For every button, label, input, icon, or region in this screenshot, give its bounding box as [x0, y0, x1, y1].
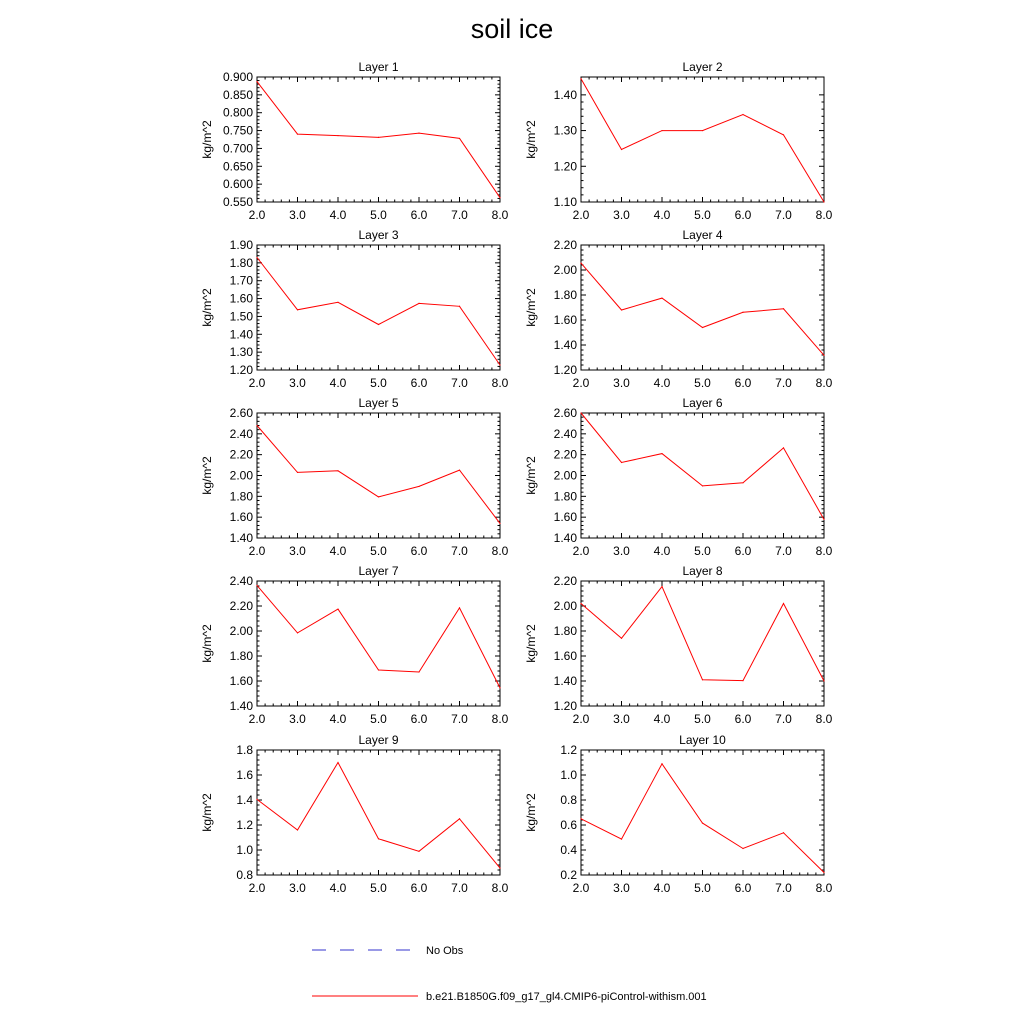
data-point [742, 312, 743, 313]
x-tick-label: 4.0 [329, 712, 347, 726]
x-tick-label: 8.0 [491, 376, 509, 390]
panel-title: Layer 4 [682, 228, 723, 242]
data-point [256, 81, 257, 82]
y-tick-label: 0.750 [222, 123, 253, 138]
x-tick-label: 8.0 [491, 208, 509, 222]
data-point [337, 302, 338, 303]
series-line [257, 82, 500, 198]
x-tick-label: 3.0 [613, 712, 630, 726]
layer-panel-5 [200, 396, 509, 558]
y-tick-label: 0.900 [222, 70, 253, 84]
data-point [297, 472, 298, 473]
y-tick-label: 2.00 [229, 468, 253, 483]
data-point [418, 486, 419, 487]
data-point [823, 201, 824, 202]
y-tick-label: 1.10 [553, 195, 577, 209]
y-tick-label: 0.4 [560, 843, 577, 857]
data-point [823, 680, 824, 681]
plot-frame [257, 750, 500, 875]
series-line [581, 413, 824, 520]
x-tick-label: 3.0 [289, 881, 306, 895]
x-tick-label: 8.0 [815, 208, 833, 222]
data-point [580, 263, 581, 264]
x-tick-label: 7.0 [775, 208, 792, 222]
data-point [783, 832, 784, 833]
data-point [783, 447, 784, 448]
y-tick-label: 1.60 [553, 313, 577, 327]
x-tick-label: 2.0 [248, 712, 266, 726]
data-point [621, 638, 622, 639]
data-point [256, 425, 257, 426]
y-tick-label: 2.20 [553, 238, 577, 252]
y-tick-label: 1.30 [229, 345, 253, 360]
x-tick-label: 6.0 [410, 881, 428, 895]
layer-panel-9 [200, 733, 509, 895]
y-axis-label: kg/m^2 [200, 288, 214, 327]
x-tick-label: 5.0 [370, 712, 387, 726]
y-tick-label: 1.40 [229, 531, 253, 545]
y-tick-label: 1.40 [553, 87, 577, 102]
data-point [702, 679, 703, 680]
x-tick-label: 7.0 [451, 712, 468, 726]
y-axis-label: kg/m^2 [200, 624, 214, 663]
x-tick-label: 2.0 [572, 881, 590, 895]
data-point [702, 485, 703, 486]
data-point [661, 453, 662, 454]
data-point [742, 848, 743, 849]
y-tick-label: 2.20 [553, 574, 577, 588]
data-point [621, 462, 622, 463]
y-tick-label: 2.20 [229, 447, 253, 462]
y-tick-label: 2.60 [229, 406, 253, 420]
panel-title: Layer 10 [679, 733, 726, 747]
data-point [702, 327, 703, 328]
data-point [661, 130, 662, 131]
x-tick-label: 6.0 [410, 712, 428, 726]
y-tick-label: 2.20 [553, 447, 577, 462]
y-axis-label: kg/m^2 [524, 288, 538, 327]
layer-panel-8 [524, 564, 833, 726]
y-tick-label: 1.80 [553, 288, 577, 302]
x-tick-label: 5.0 [370, 881, 387, 895]
x-tick-label: 2.0 [248, 208, 266, 222]
x-tick-label: 3.0 [289, 712, 306, 726]
layer-panel-3 [200, 228, 509, 390]
data-point [378, 838, 379, 839]
x-tick-label: 6.0 [734, 376, 752, 390]
x-tick-label: 4.0 [653, 881, 671, 895]
x-tick-label: 4.0 [329, 881, 347, 895]
data-point [661, 298, 662, 299]
y-tick-label: 1.60 [229, 510, 253, 525]
data-point [378, 324, 379, 325]
data-point [418, 303, 419, 304]
plot-frame [581, 413, 824, 538]
data-point [580, 78, 581, 79]
series-line [581, 79, 824, 202]
x-tick-label: 5.0 [694, 208, 711, 222]
data-point [621, 149, 622, 150]
data-point [459, 818, 460, 819]
x-tick-label: 2.0 [248, 544, 266, 558]
y-tick-label: 2.60 [553, 406, 577, 420]
layer-panel-10 [524, 733, 833, 895]
y-tick-label: 1.20 [553, 159, 577, 174]
data-point [459, 469, 460, 470]
series-line [257, 585, 500, 688]
y-tick-label: 2.40 [229, 426, 253, 441]
x-tick-label: 5.0 [694, 376, 711, 390]
x-tick-label: 8.0 [491, 712, 509, 726]
x-tick-label: 6.0 [410, 208, 428, 222]
x-tick-label: 2.0 [572, 376, 590, 390]
y-tick-label: 1.0 [236, 843, 253, 857]
x-tick-label: 8.0 [491, 544, 509, 558]
plot-frame [581, 77, 824, 202]
data-point [499, 523, 500, 524]
layer-panel-2 [524, 60, 833, 222]
x-tick-label: 4.0 [653, 712, 671, 726]
y-tick-label: 1.30 [553, 123, 577, 138]
x-tick-label: 2.0 [248, 376, 266, 390]
x-tick-label: 3.0 [613, 376, 630, 390]
plot-frame [581, 581, 824, 706]
x-tick-label: 2.0 [572, 712, 590, 726]
y-tick-label: 0.2 [560, 868, 577, 882]
y-tick-label: 1.80 [553, 624, 577, 638]
data-point [256, 799, 257, 800]
y-tick-label: 2.00 [553, 599, 577, 613]
series-line [257, 426, 500, 524]
x-tick-label: 4.0 [329, 544, 347, 558]
data-point [459, 306, 460, 307]
data-point [337, 135, 338, 136]
series-line [257, 258, 500, 366]
panels-group [200, 60, 833, 895]
x-tick-label: 8.0 [815, 376, 833, 390]
plot-frame [581, 245, 824, 370]
x-tick-label: 5.0 [370, 208, 387, 222]
y-tick-label: 1.60 [229, 291, 253, 306]
data-point [337, 762, 338, 763]
series-line [581, 263, 824, 355]
y-tick-label: 2.00 [553, 468, 577, 483]
x-tick-label: 7.0 [775, 544, 792, 558]
y-tick-label: 2.40 [229, 574, 253, 588]
data-point [783, 308, 784, 309]
y-tick-label: 0.6 [560, 818, 577, 832]
data-point [580, 603, 581, 604]
y-tick-label: 1.80 [229, 489, 253, 504]
x-tick-label: 7.0 [451, 881, 468, 895]
x-tick-label: 7.0 [775, 376, 792, 390]
y-tick-label: 1.80 [553, 489, 577, 504]
y-tick-label: 1.20 [553, 699, 577, 713]
plot-frame [257, 77, 500, 202]
data-point [702, 823, 703, 824]
x-tick-label: 4.0 [653, 376, 671, 390]
data-point [256, 585, 257, 586]
y-tick-label: 1.60 [553, 510, 577, 525]
series-line [581, 587, 824, 681]
plot-frame [257, 581, 500, 706]
y-tick-label: 2.00 [229, 624, 253, 638]
x-tick-label: 8.0 [491, 881, 509, 895]
legend [312, 945, 707, 1003]
x-tick-label: 2.0 [248, 881, 266, 895]
y-tick-label: 1.50 [229, 309, 253, 324]
y-tick-label: 1.4 [236, 793, 253, 807]
x-tick-label: 7.0 [451, 208, 468, 222]
data-point [621, 309, 622, 310]
data-point [823, 872, 824, 873]
data-point [499, 197, 500, 198]
x-tick-label: 6.0 [410, 376, 428, 390]
y-tick-label: 1.80 [229, 649, 253, 663]
data-point [742, 114, 743, 115]
y-axis-label: kg/m^2 [524, 793, 538, 832]
y-tick-label: 1.6 [236, 768, 253, 782]
y-tick-label: 1.20 [553, 363, 577, 377]
panel-title: Layer 9 [358, 733, 399, 747]
data-point [621, 839, 622, 840]
x-tick-label: 8.0 [815, 881, 833, 895]
y-axis-label: kg/m^2 [524, 624, 538, 663]
layer-panel-6 [524, 396, 833, 558]
data-point [499, 364, 500, 365]
data-point [459, 607, 460, 608]
y-axis-label: kg/m^2 [524, 456, 538, 495]
data-point [783, 603, 784, 604]
data-point [661, 763, 662, 764]
panel-title: Layer 8 [682, 564, 723, 578]
y-tick-label: 0.8 [236, 868, 253, 882]
legend-model-label: b.e21.B1850G.f09_g17_gl4.CMIP6-piControl-withism.001 [426, 991, 707, 1003]
x-tick-label: 7.0 [451, 376, 468, 390]
x-tick-label: 4.0 [653, 544, 671, 558]
data-point [378, 669, 379, 670]
y-tick-label: 0.8 [560, 793, 577, 807]
data-point [337, 609, 338, 610]
data-point [459, 138, 460, 139]
y-tick-label: 1.40 [229, 327, 253, 342]
x-tick-label: 2.0 [572, 208, 590, 222]
data-point [742, 482, 743, 483]
x-tick-label: 4.0 [329, 208, 347, 222]
y-axis-label: kg/m^2 [200, 456, 214, 495]
x-tick-label: 7.0 [775, 881, 792, 895]
x-tick-label: 5.0 [694, 881, 711, 895]
layer-panel-4 [524, 228, 833, 390]
data-point [580, 818, 581, 819]
data-point [783, 134, 784, 135]
data-point [418, 132, 419, 133]
x-tick-label: 4.0 [329, 376, 347, 390]
y-tick-label: 0.800 [222, 105, 253, 120]
x-tick-label: 8.0 [815, 544, 833, 558]
panel-title: Layer 2 [682, 60, 723, 74]
x-tick-label: 3.0 [613, 881, 630, 895]
layer-panel-1 [200, 60, 509, 222]
x-tick-label: 7.0 [451, 544, 468, 558]
data-point [378, 496, 379, 497]
data-point [297, 134, 298, 135]
data-point [378, 137, 379, 138]
y-tick-label: 1.2 [560, 743, 577, 757]
y-tick-label: 1.60 [229, 674, 253, 688]
x-tick-label: 5.0 [694, 544, 711, 558]
data-point [823, 355, 824, 356]
y-tick-label: 2.00 [553, 263, 577, 277]
data-point [337, 470, 338, 471]
y-tick-label: 1.60 [553, 649, 577, 663]
data-point [418, 851, 419, 852]
x-tick-label: 6.0 [734, 544, 752, 558]
y-tick-label: 1.20 [229, 363, 253, 377]
x-tick-label: 6.0 [410, 544, 428, 558]
data-point [823, 519, 824, 520]
data-point [742, 680, 743, 681]
x-tick-label: 3.0 [289, 376, 306, 390]
x-tick-label: 8.0 [815, 712, 833, 726]
y-tick-label: 1.40 [553, 531, 577, 545]
y-tick-label: 0.600 [222, 177, 253, 192]
data-point [580, 412, 581, 413]
data-point [297, 829, 298, 830]
x-tick-label: 6.0 [734, 712, 752, 726]
x-tick-label: 5.0 [370, 544, 387, 558]
plot-frame [581, 750, 824, 875]
legend-obs-label: No Obs [426, 945, 464, 957]
y-tick-label: 1.8 [236, 743, 253, 757]
x-tick-label: 5.0 [370, 376, 387, 390]
data-point [418, 671, 419, 672]
data-point [499, 687, 500, 688]
y-axis-label: kg/m^2 [200, 120, 214, 159]
series-line [581, 764, 824, 873]
series-line [257, 763, 500, 869]
layer-panel-7 [200, 564, 509, 726]
panel-title: Layer 7 [358, 564, 399, 578]
y-tick-label: 1.70 [229, 273, 253, 288]
x-tick-label: 3.0 [613, 544, 630, 558]
x-tick-label: 3.0 [289, 544, 306, 558]
x-tick-label: 3.0 [613, 208, 630, 222]
x-tick-label: 3.0 [289, 208, 306, 222]
panel-title: Layer 5 [358, 396, 399, 410]
y-tick-label: 0.550 [222, 195, 253, 209]
data-point [499, 868, 500, 869]
x-tick-label: 2.0 [572, 544, 590, 558]
y-tick-label: 0.850 [222, 87, 253, 102]
data-point [297, 309, 298, 310]
data-point [702, 130, 703, 131]
y-tick-label: 1.40 [553, 338, 577, 352]
panel-title: Layer 1 [358, 60, 399, 74]
y-tick-label: 2.20 [229, 599, 253, 613]
y-tick-label: 2.40 [553, 426, 577, 441]
y-tick-label: 1.90 [229, 238, 253, 252]
y-tick-label: 0.700 [222, 141, 253, 156]
y-axis-label: kg/m^2 [524, 120, 538, 159]
x-tick-label: 4.0 [653, 208, 671, 222]
data-point [256, 257, 257, 258]
data-point [661, 586, 662, 587]
y-tick-label: 1.40 [229, 699, 253, 713]
y-tick-label: 1.80 [229, 255, 253, 270]
data-point [297, 632, 298, 633]
y-axis-label: kg/m^2 [200, 793, 214, 832]
panel-title: Layer 3 [358, 228, 399, 242]
panel-title: Layer 6 [682, 396, 723, 410]
y-tick-label: 0.650 [222, 159, 253, 174]
x-tick-label: 5.0 [694, 712, 711, 726]
y-tick-label: 1.0 [560, 768, 577, 782]
x-tick-label: 6.0 [734, 881, 752, 895]
x-tick-label: 6.0 [734, 208, 752, 222]
y-tick-label: 1.2 [236, 818, 253, 832]
x-tick-label: 7.0 [775, 712, 792, 726]
y-tick-label: 1.40 [553, 674, 577, 688]
figure-title: soil ice [470, 14, 554, 44]
plot-frame [257, 245, 500, 370]
